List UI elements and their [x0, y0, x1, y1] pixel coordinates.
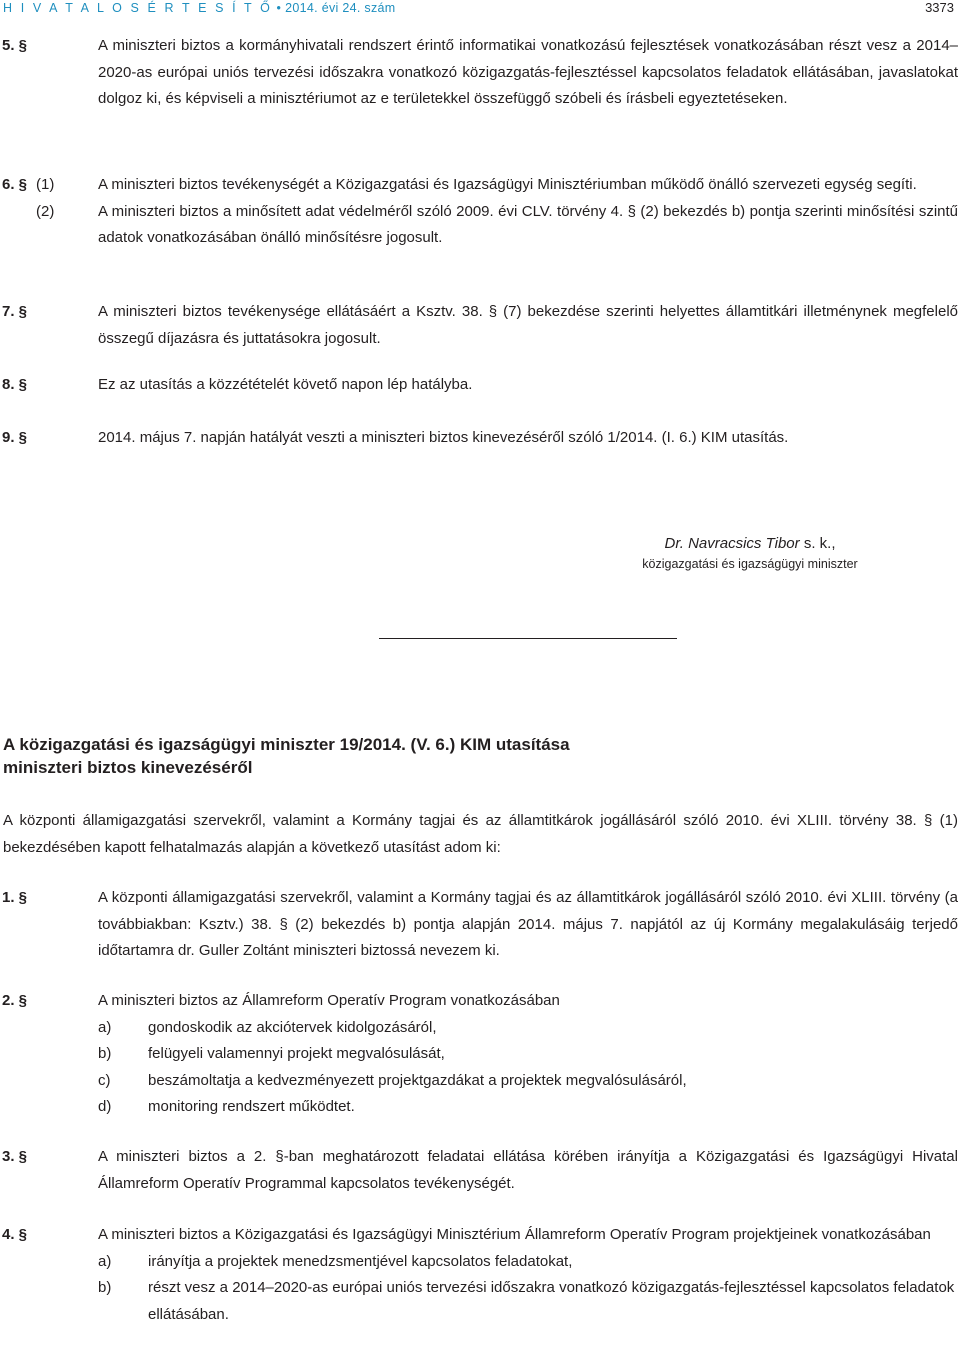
- section-5: [0, 33, 958, 113]
- section-number: 5. §: [2, 37, 28, 54]
- signatory-name: Dr. Navracsics Tibor s. k.,: [664, 535, 836, 552]
- list-item: [98, 1041, 958, 1068]
- subsection-number: (1): [36, 176, 55, 193]
- list-item-label: b): [98, 1279, 112, 1296]
- section-number: 8. §: [2, 376, 28, 393]
- list-item-text: monitoring rendszert működtet.: [148, 1098, 355, 1115]
- list-item-label: c): [98, 1071, 111, 1089]
- subsection-number: (2): [36, 202, 55, 220]
- list-item: [98, 1094, 958, 1121]
- document-heading: [3, 733, 953, 779]
- section-number: 3. §: [2, 1148, 28, 1165]
- list-item-text: felügyeli valamennyi projekt megvalósulását,: [148, 1045, 445, 1062]
- section-text: 2014. május 7. napján hatályát veszti a miniszteri biztos kinevezéséről szóló 1/2014. (I. 6.) KIM utasítás.: [98, 429, 789, 446]
- separator-rule: [379, 638, 677, 639]
- list-item-text: beszámoltatja a kedvezményezett projektgazdákat a projektek megvalósulásáról,: [148, 1071, 687, 1089]
- section-text: A miniszteri biztos a 2. §-ban meghatározott feladatai ellátása körében irányítja a Közigazgatási és Igazságügyi Hivatal Államreform Operatív Programmal kapcsolatos tevékenységét.: [98, 1148, 958, 1192]
- header-title: H I V A T A L O S É R T E S Í T Ő: [3, 1, 273, 15]
- signatory-role: közigazgatási és igazságügyi miniszter: [642, 557, 858, 571]
- list-item: [98, 1015, 958, 1042]
- list-item-label: a): [98, 1252, 112, 1270]
- list-item: [98, 1249, 958, 1276]
- section-number: 9. §: [2, 429, 28, 446]
- list-item-text: gondoskodik az akciótervek kidolgozásáról,: [148, 1018, 437, 1036]
- section-9: [0, 425, 958, 452]
- section-number: 7. §: [2, 303, 28, 320]
- section-8: [0, 372, 958, 399]
- list-item-text: részt vesz a 2014–2020-as európai uniós tervezési időszakra vonatkozó közigazgatás-fejlesztéssel kapcsolatos feladatok ellátásában.: [148, 1279, 955, 1323]
- preamble: A központi államigazgatási szervekről, valamint a Kormány tagjai és az államtitkárok jogállásáról szóló 2010. évi XLIII. törvény 38. § (1) bekezdésében kapott felhatalmazás alapján a következő utasítást adom ki:: [3, 812, 958, 856]
- list-item-label: b): [98, 1045, 112, 1062]
- page-header: [0, 0, 960, 16]
- section-7: [0, 299, 958, 352]
- article-4: [0, 1222, 958, 1328]
- section-number: 2. §: [2, 992, 28, 1009]
- section-number: 6. §: [2, 176, 28, 193]
- section-6: [0, 172, 958, 252]
- list-item: [98, 1068, 958, 1095]
- header-separator-dot: •: [276, 1, 282, 15]
- section-number: 4. §: [2, 1226, 28, 1243]
- list-item-label: d): [98, 1098, 112, 1115]
- subsection-text: (2) A miniszteri biztos a minősített adat védelméről szóló 2009. évi CLV. törvény 4. § (2) bekezdés b) pontja szerinti minősítési szintű adatok vonatkozásában önálló minősítésre jogosult.: [98, 199, 958, 252]
- header-issue: 2014. évi 24. szám: [285, 1, 396, 15]
- signature-block: [600, 534, 900, 574]
- subsection-1: [36, 172, 958, 199]
- section-text: A miniszteri biztos tevékenysége ellátásáért a Ksztv. 38. § (7) bekezdése szerinti helyettes államtitkári illetménynek megfelelő összegű díjazásra és juttatásokra jogosult.: [98, 303, 958, 347]
- subsection-text: (1) A miniszteri biztos tevékenységét a Közigazgatási és Igazságügyi Minisztériumban működő önálló szervezeti egység segíti.: [98, 172, 958, 199]
- list-item: [98, 1275, 958, 1328]
- section-text: A miniszteri biztos a kormányhivatali rendszert érintő informatikai vonatkozású fejlesztések vonatkozásában részt vesz a 2014–2020-as európai uniós tervezési időszakra vonatkozó közigazgatás-fejlesztéssel kapcsolatos feladatok ellátásában, javaslatokat dolgoz ki, és képviseli a minisztériumot az e területekkel összefüggő szóbeli és írásbeli egyeztetéseken.: [98, 37, 958, 107]
- section-number: 1. §: [2, 889, 28, 906]
- heading-line-2: miniszteri biztos kinevezéséről: [3, 758, 253, 777]
- header-publication: [3, 0, 395, 16]
- page-number: 3373: [925, 0, 954, 15]
- section-intro: A miniszteri biztos a Közigazgatási és Igazságügyi Minisztérium Államreform Operatív Program projektjeinek vonatkozásában: [98, 1226, 931, 1243]
- article-1: [0, 885, 958, 965]
- section-intro: A miniszteri biztos az Államreform Operatív Program vonatkozásában: [98, 992, 560, 1009]
- section-text: A központi államigazgatási szervekről, valamint a Kormány tagjai és az államtitkárok jogállásáról szóló 2010. évi XLIII. törvény (a továbbiakban: Ksztv.) 38. § (2) bekezdés b) pontja alapján 2014. május 7. napjától az új Kormány megalakulásáig terjedő időtartamra dr. Guller Zoltánt miniszteri biztossá nevezem ki.: [98, 889, 958, 959]
- subsection-2: [36, 199, 958, 252]
- list-item-text: irányítja a projektek menedzsmentjével kapcsolatos feladatokat,: [148, 1252, 573, 1270]
- article-3: [0, 1144, 958, 1197]
- section-text: Ez az utasítás a közzétételét követő napon lép hatályba.: [98, 376, 473, 393]
- list-item-label: a): [98, 1018, 112, 1036]
- heading-line-1: A közigazgatási és igazságügyi miniszter 19/2014. (V. 6.) KIM utasítása: [3, 735, 570, 754]
- article-2: [0, 988, 958, 1121]
